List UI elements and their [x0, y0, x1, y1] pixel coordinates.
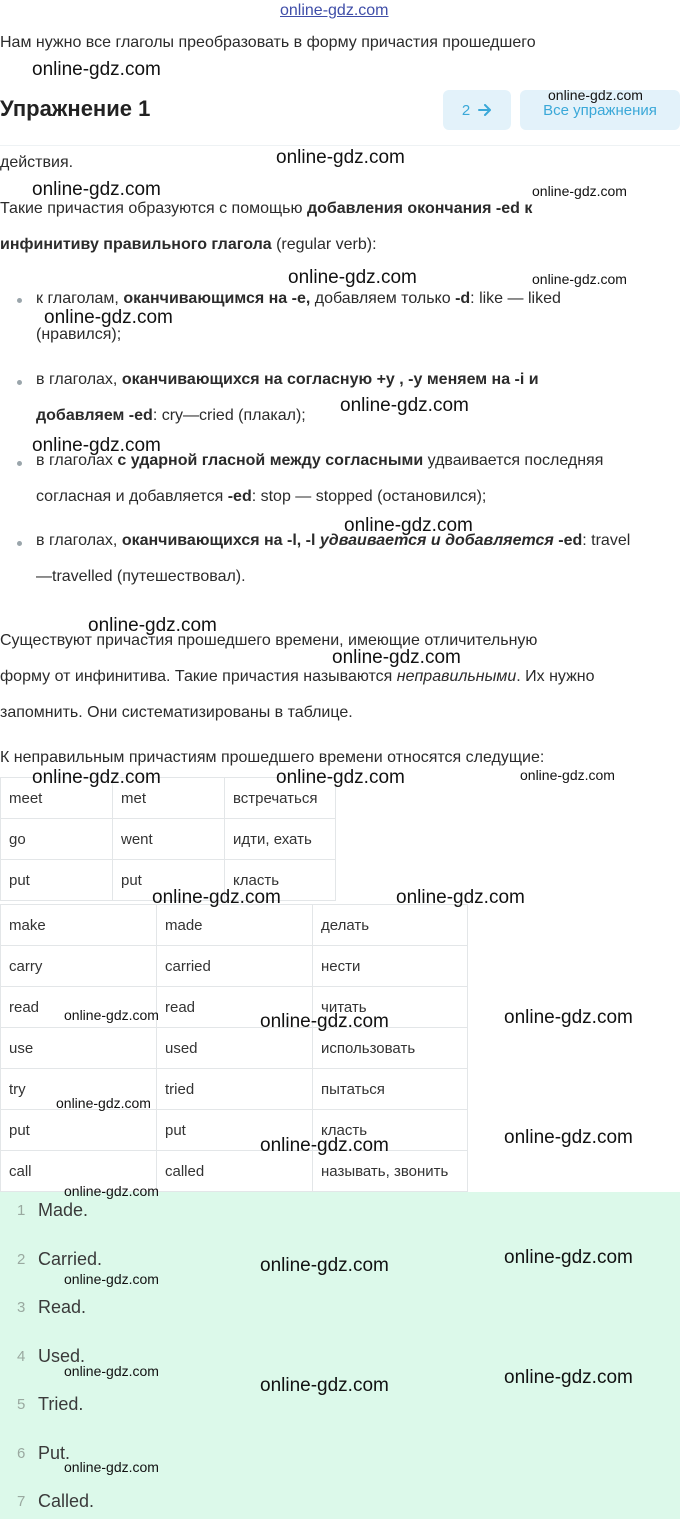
table-row [1, 819, 336, 860]
answer-text: Called. [38, 1491, 95, 1511]
watermark: online-gdz.com [332, 647, 461, 668]
watermark: online-gdz.com [260, 1255, 389, 1276]
table-cell: called [157, 1151, 313, 1192]
all-exercises-button[interactable]: Все упражнения [520, 90, 680, 130]
watermark: online-gdz.com [32, 179, 161, 200]
watermark: online-gdz.com [548, 87, 643, 103]
table-cell: went [113, 819, 225, 860]
rule-1-line2: (нравился); [36, 326, 122, 343]
table-row [1, 1110, 468, 1151]
paragraph-continuation: действия. [0, 154, 74, 171]
watermark: online-gdz.com [276, 767, 405, 788]
table-cell: идти, ехать [225, 819, 336, 860]
table-row [1, 905, 468, 946]
rule-2-line2: добавляем -ed: cry—cried (плакал); [36, 407, 306, 424]
watermark: online-gdz.com [532, 183, 627, 199]
bullet-icon [17, 298, 22, 303]
rule-3-line2: согласная и добавляется -ed: stop — stopped (остановился); [36, 488, 487, 505]
answer-text: Used. [38, 1346, 86, 1366]
watermark: online-gdz.com [64, 1007, 159, 1023]
watermark: online-gdz.com [504, 1367, 633, 1388]
bullet-icon [17, 461, 22, 466]
answer-verbs-table [0, 904, 468, 1192]
paragraph-irregular-line3: запомнить. Они систематизированы в таблице. [0, 704, 353, 721]
watermark: online-gdz.com [32, 59, 161, 80]
answer-text: Tried. [38, 1394, 84, 1414]
watermark: online-gdz.com [344, 515, 473, 536]
arrow-right-icon [478, 104, 492, 116]
next-exercise-label: 2 [461, 101, 471, 119]
watermark: online-gdz.com [504, 1247, 633, 1268]
answer-number: 1 [17, 1202, 26, 1219]
table-row [1, 946, 468, 987]
watermark: online-gdz.com [504, 1127, 633, 1148]
bullet-icon [17, 380, 22, 385]
watermark: online-gdz.com [44, 307, 173, 328]
table-cell: carry [1, 946, 157, 987]
rule-1-line1: к глаголам, оканчивающимся на -e, добавляем только -d: like — liked [36, 290, 561, 307]
table-cell: пытаться [313, 1069, 468, 1110]
answer-number: 5 [17, 1396, 26, 1413]
paragraph-regular-line1: Такие причастия образуются с помощью добавления окончания -ed к [0, 200, 533, 217]
watermark: online-gdz.com [32, 435, 161, 456]
table-cell: читать [313, 987, 468, 1028]
answer-text: Put. [38, 1443, 71, 1463]
watermark: online-gdz.com [56, 1095, 151, 1111]
answer-text: Made. [38, 1200, 89, 1220]
table-cell: met [113, 778, 225, 819]
table-cell: read [1, 987, 157, 1028]
table-cell: read [157, 987, 313, 1028]
table-cell: try [1, 1069, 157, 1110]
table-cell: made [157, 905, 313, 946]
watermark: online-gdz.com [88, 615, 217, 636]
answer-number: 2 [17, 1251, 26, 1268]
watermark: online-gdz.com [260, 1011, 389, 1032]
watermark: online-gdz.com [288, 267, 417, 288]
bullet-icon [17, 541, 22, 546]
table-cell: carried [157, 946, 313, 987]
answer-number: 6 [17, 1445, 26, 1462]
rule-3-line1: в глаголах с ударной гласной между согласными удваивается последняя [36, 452, 604, 469]
watermark: online-gdz.com [64, 1459, 159, 1475]
rule-4-line2: —travelled (путешествовал). [36, 568, 246, 585]
table-cell: встречаться [225, 778, 336, 819]
watermark: online-gdz.com [260, 1135, 389, 1156]
table-cell: использовать [313, 1028, 468, 1069]
watermark: online-gdz.com [64, 1363, 159, 1379]
table-cell: meet [1, 778, 113, 819]
site-link[interactable]: online-gdz.com [280, 2, 389, 19]
paragraph-irregular-list-intro: К неправильным причастиям прошедшего времени относятся следущие: [0, 749, 545, 766]
watermark: online-gdz.com [152, 887, 281, 908]
table-cell: put [157, 1110, 313, 1151]
header-divider [0, 145, 680, 146]
table-cell: нести [313, 946, 468, 987]
answer-number: 4 [17, 1348, 26, 1365]
paragraph-regular-line2: инфинитиву правильного глагола (regular verb): [0, 236, 377, 253]
watermark: online-gdz.com [64, 1271, 159, 1287]
rule-2-line1: в глаголах, оканчивающихся на согласную +y , -y меняем на -i и [36, 371, 539, 388]
table-row [1, 1028, 468, 1069]
table-cell: tried [157, 1069, 313, 1110]
answer-number: 3 [17, 1299, 26, 1316]
watermark: online-gdz.com [520, 767, 615, 783]
watermark: online-gdz.com [340, 395, 469, 416]
irregular-verbs-table [0, 777, 336, 901]
table-cell: put [113, 860, 225, 901]
table-cell: make [1, 905, 157, 946]
watermark: online-gdz.com [32, 767, 161, 788]
watermark: online-gdz.com [64, 1183, 159, 1199]
watermark: online-gdz.com [396, 887, 525, 908]
watermark: online-gdz.com [260, 1375, 389, 1396]
table-cell: класть [313, 1110, 468, 1151]
paragraph-irregular-line2: форму от инфинитива. Такие причастия называются неправильными. Их нужно [0, 668, 595, 685]
watermark: online-gdz.com [532, 271, 627, 287]
paragraph-irregular-line1: Существуют причастия прошедшего времени, имеющие отличительную [0, 632, 538, 649]
answer-number: 7 [17, 1493, 26, 1510]
table-cell: go [1, 819, 113, 860]
table-cell: use [1, 1028, 157, 1069]
table-cell: put [1, 1110, 157, 1151]
table-cell: называть, звонить [313, 1151, 468, 1192]
answer-text: Carried. [38, 1249, 103, 1269]
watermark: online-gdz.com [276, 147, 405, 168]
intro-text: Нам нужно все глаголы преобразовать в форму причастия прошедшего [0, 34, 536, 51]
answer-text: Read. [38, 1297, 87, 1317]
table-cell: call [1, 1151, 157, 1192]
table-cell: put [1, 860, 113, 901]
next-exercise-button[interactable] [443, 90, 511, 130]
watermark: online-gdz.com [504, 1007, 633, 1028]
page-title: Упражнение 1 [0, 96, 151, 121]
rule-4-line1: в глаголах, оканчивающихся на -l, -l удваивается и добавляется -ed: travel [36, 532, 631, 549]
table-cell: делать [313, 905, 468, 946]
table-cell: used [157, 1028, 313, 1069]
table-cell: класть [225, 860, 336, 901]
